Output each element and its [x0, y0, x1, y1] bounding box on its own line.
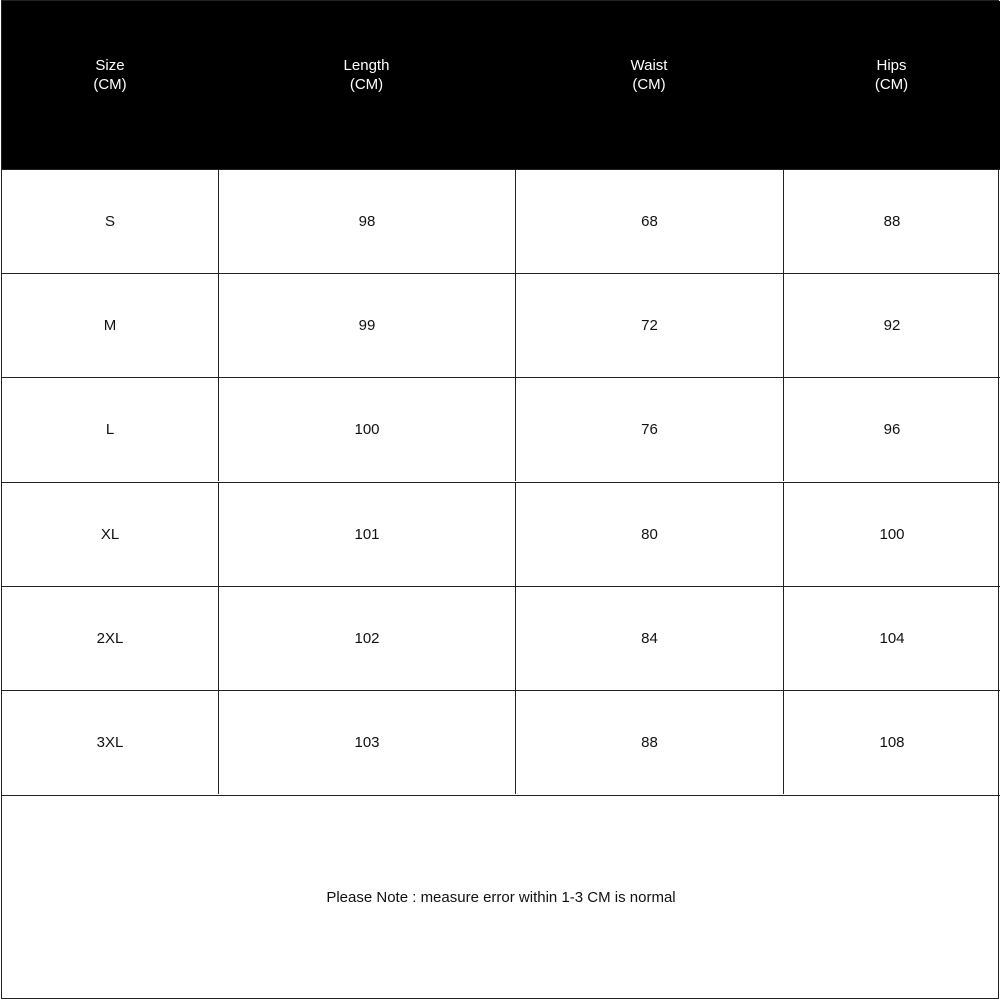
cell-hips: 92: [783, 274, 1000, 377]
cell-size: M: [103, 317, 117, 334]
cell-length: 103: [218, 691, 515, 794]
cell-hips: 104: [783, 587, 1000, 690]
cell-waist: 84: [515, 587, 783, 690]
cell-waist: 76: [515, 378, 783, 481]
measurement-note: Please Note : measure error within 1-3 CM is normal: [326, 889, 676, 906]
cell-size: 3XL: [96, 734, 124, 751]
cell-size: L: [105, 421, 115, 438]
cell-length: 100: [218, 378, 515, 481]
cell-length: 98: [218, 170, 515, 273]
cell-size: XL: [100, 526, 120, 543]
cell-length: 102: [218, 587, 515, 690]
cell-waist: 88: [515, 691, 783, 794]
cell-waist: 68: [515, 170, 783, 273]
header-size: Size (CM): [93, 57, 127, 93]
table-row: [2, 273, 1000, 377]
table-row: [2, 586, 1000, 690]
cell-waist: 80: [515, 483, 783, 586]
cell-hips: 96: [783, 378, 1000, 481]
cell-hips: 88: [783, 170, 1000, 273]
table-header-row: [2, 1, 1000, 169]
table-row: [2, 482, 1000, 586]
table-row: [2, 169, 1000, 273]
cell-size: 2XL: [96, 630, 124, 647]
cell-hips: 108: [783, 691, 1000, 794]
cell-length: 101: [218, 483, 515, 586]
cell-size: S: [104, 213, 115, 230]
table-row: [2, 690, 1000, 794]
header-waist: Waist (CM): [630, 57, 668, 93]
cell-waist: 72: [515, 274, 783, 377]
note-area: [2, 795, 1000, 998]
cell-hips: 100: [783, 483, 1000, 586]
cell-length: 99: [218, 274, 515, 377]
table-row: [2, 377, 1000, 481]
header-length: Length (CM): [343, 57, 390, 93]
header-hips: Hips (CM): [874, 57, 909, 93]
size-chart-table: [1, 0, 999, 999]
